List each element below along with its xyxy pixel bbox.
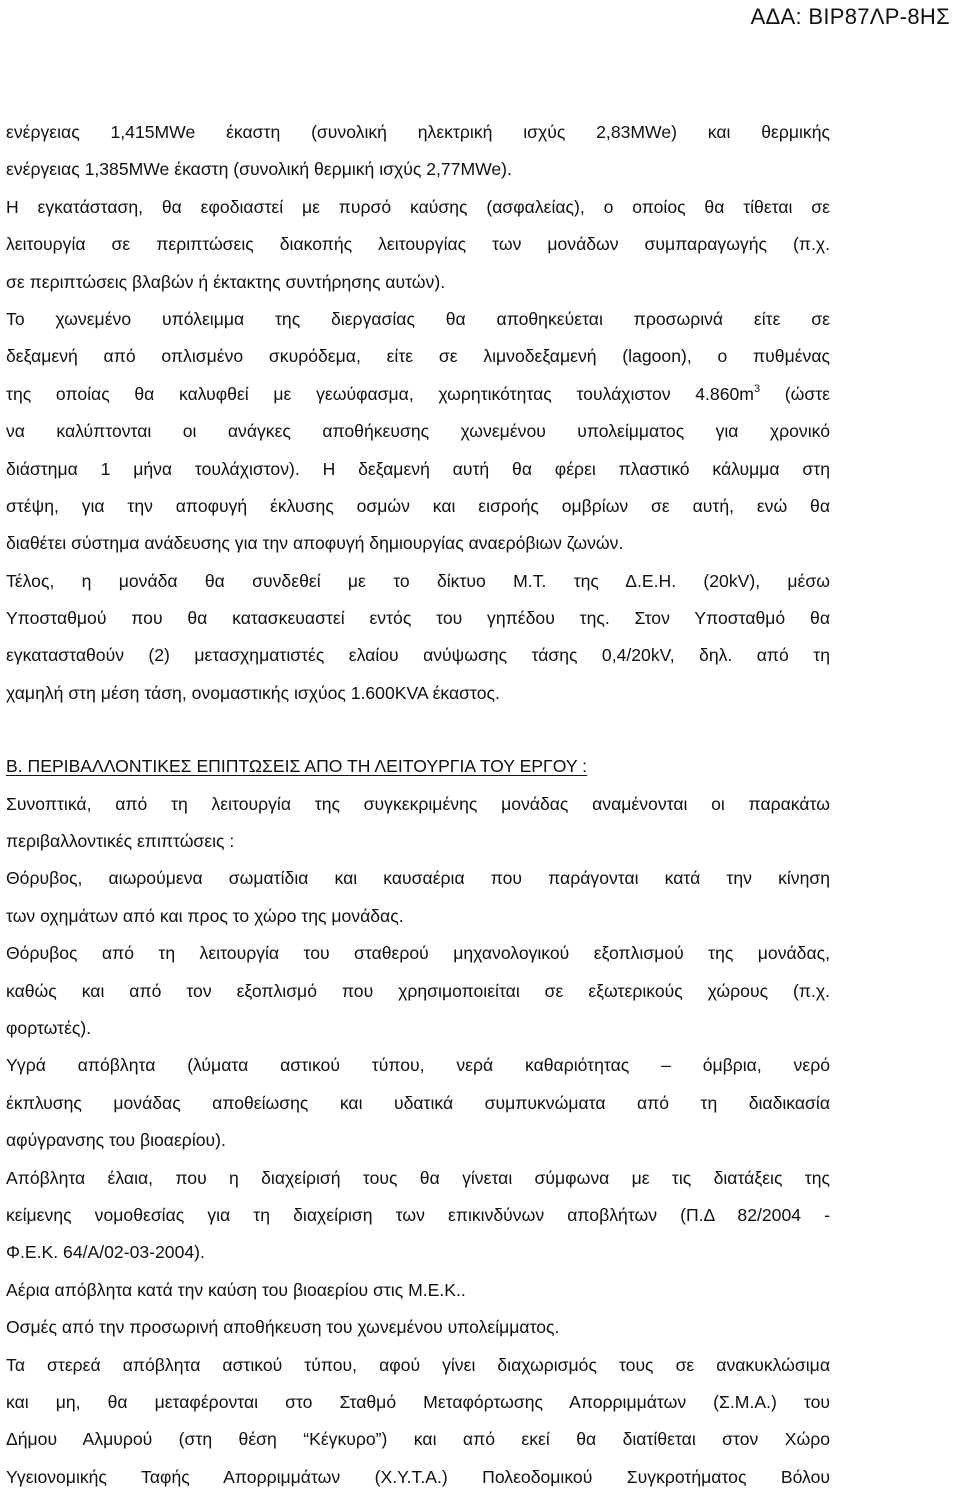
- text-line-with-superscript: [6, 376, 830, 413]
- text-line: να καλύπτονται οι ανάγκες αποθήκευσης χωνεμένου υπολείμματος για χρονικό: [6, 421, 830, 442]
- text-line: Τα στερεά απόβλητα αστικού τύπου, αφού γίνει διαχωρισμός τους σε ανακυκλώσιμα: [6, 1354, 830, 1375]
- paragraph-grid-connection: [6, 563, 830, 713]
- superscript: 3: [753, 382, 761, 395]
- text-line: κείμενης νομοθεσίας για τη διαχείριση των επικινδύνων αποβλήτων (Π.Δ 82/2004 -: [6, 1204, 830, 1225]
- text-line: έκπλυσης μονάδας αποθείωσης και υδατικά συμπυκνώματα από τη διαδικασία: [6, 1092, 830, 1113]
- text-line: σε περιπτώσεις βλαβών ή έκτακτης συντήρησης αυτών).: [6, 271, 446, 292]
- text-line: διάστημα 1 μήνα τουλάχιστον). Η δεξαμενή αυτή θα φέρει πλαστικό κάλυμμα στη: [6, 458, 830, 479]
- document-body: [6, 114, 830, 1496]
- text-line: λειτουργία σε περιπτώσεις διακοπής λειτουργίας των μονάδων συμπαραγωγής (π.χ.: [6, 234, 830, 255]
- text-line: χαμηλή στη μέση τάση, ονομαστικής ισχύος 1.600KVA έκαστος.: [6, 682, 500, 703]
- text-line: αφύγρανσης του βιοαερίου).: [6, 1130, 226, 1151]
- paragraph-power-flare: [6, 114, 830, 301]
- text-line: και μη, θα μεταφέρονται στο Σταθμό Μεταφόρτωσης Απορριμμάτων (Σ.Μ.Α.) του: [6, 1391, 830, 1412]
- text-line: Απόβλητα έλαια, που η διαχείρισή τους θα γίνεται σύμφωνα με τις διατάξεις της: [6, 1167, 830, 1188]
- text-line: Φ.Ε.Κ. 64/Α/02-03-2004).: [6, 1242, 205, 1263]
- ada-header: ΑΔΑ: ΒΙΡ87ΛΡ-8ΗΣ: [750, 4, 950, 29]
- text-line: Θόρυβος από τη λειτουργία του σταθερού μηχανολογικού εξοπλισμού της μονάδας,: [6, 943, 830, 964]
- section-environmental-impacts: [6, 748, 830, 1496]
- text-fragment: της οποίας θα καλυφθεί με γεωύφασμα, χωρητικότητας τουλάχιστον 4.860m: [6, 383, 754, 404]
- section-title: Β. ΠΕΡΙΒΑΛΛΟΝΤΙΚΕΣ ΕΠΙΠΤΩΣΕΙΣ ΑΠΟ ΤΗ ΛΕΙΤΟΥΡΓΙΑ ΤΟΥ ΕΡΓΟΥ :: [6, 756, 588, 777]
- section-spacer: [6, 712, 830, 748]
- text-line: Η εγκατάσταση, θα εφοδιαστεί με πυρσό καύσης (ασφαλείας), ο οποίος θα τίθεται σε: [6, 196, 830, 217]
- text-line: Δήμου Αλμυρού (στη θέση “Κέγκυρο”) και από εκεί θα διατίθεται στον Χώρο: [6, 1429, 830, 1450]
- text-line: Τέλος, η μονάδα θα συνδεθεί με το δίκτυο Μ.Τ. της Δ.Ε.Η. (20kV), μέσω: [6, 570, 830, 591]
- text-line: στέψη, για την αποφυγή έκλυσης οσμών και εισροής ομβρίων σε αυτή, ενώ θα: [6, 495, 830, 516]
- paragraph-digestate-storage: [6, 301, 830, 563]
- text-line: εγκατασταθούν (2) μετασχηματιστές ελαίου ανύψωσης τάσης 0,4/20kV, δηλ. από τη: [6, 645, 830, 666]
- text-line: Υποσταθμού που θα κατασκευαστεί εντός του γηπέδου της. Στον Υποσταθμό θα: [6, 608, 830, 629]
- text-fragment: (ώστε: [760, 383, 830, 404]
- text-line: δεξαμενή από οπλισμένο σκυρόδεμα, είτε σε λιμνοδεξαμενή (lagoon), ο πυθμένας: [6, 346, 830, 367]
- text-line: Υγρά απόβλητα (λύματα αστικού τύπου, νερά καθαριότητας – όμβρια, νερό: [6, 1055, 830, 1076]
- text-line: Αέρια απόβλητα κατά την καύση του βιοαερίου στις Μ.Ε.Κ..: [6, 1279, 466, 1300]
- text-line: ενέργειας 1,415MWe έκαστη (συνολική ηλεκτρική ισχύς 2,83MWe) και θερμικής: [6, 122, 830, 142]
- text-line: Συνοπτικά, από τη λειτουργία της συγκεκριμένης μονάδας αναμένονται οι παρακάτω: [6, 793, 830, 814]
- text-line: Υγειονομικής Ταφής Απορριμμάτων (Χ.Υ.Τ.Α.) Πολεοδομικού Συγκροτήματος Βόλου: [6, 1466, 830, 1487]
- text-line: των οχημάτων από και προς το χώρο της μονάδας.: [6, 905, 404, 926]
- text-line: διαθέτει σύστημα ανάδευσης για την αποφυγή δημιουργίας αναερόβιων ζωνών.: [6, 533, 624, 554]
- text-line: καθώς και από τον εξοπλισμό που χρησιμοποιείται σε εξωτερικούς χώρους (π.χ.: [6, 980, 830, 1001]
- text-line: φορτωτές).: [6, 1017, 92, 1038]
- text-line: ενέργειας 1,385MWe έκαστη (συνολική θερμική ισχύς 2,77MWe).: [6, 159, 512, 180]
- text-line: Οσμές από την προσωρινή αποθήκευση του χωνεμένου υπολείμματος.: [6, 1317, 560, 1338]
- text-line: περιβαλλοντικές επιπτώσεις :: [6, 831, 235, 852]
- text-line: Το χωνεμένο υπόλειμμα της διεργασίας θα αποθηκεύεται προσωρινά είτε σε: [6, 308, 830, 329]
- text-line: Θόρυβος, αιωρούμενα σωματίδια και καυσαέρια που παράγονται κατά την κίνηση: [6, 868, 830, 889]
